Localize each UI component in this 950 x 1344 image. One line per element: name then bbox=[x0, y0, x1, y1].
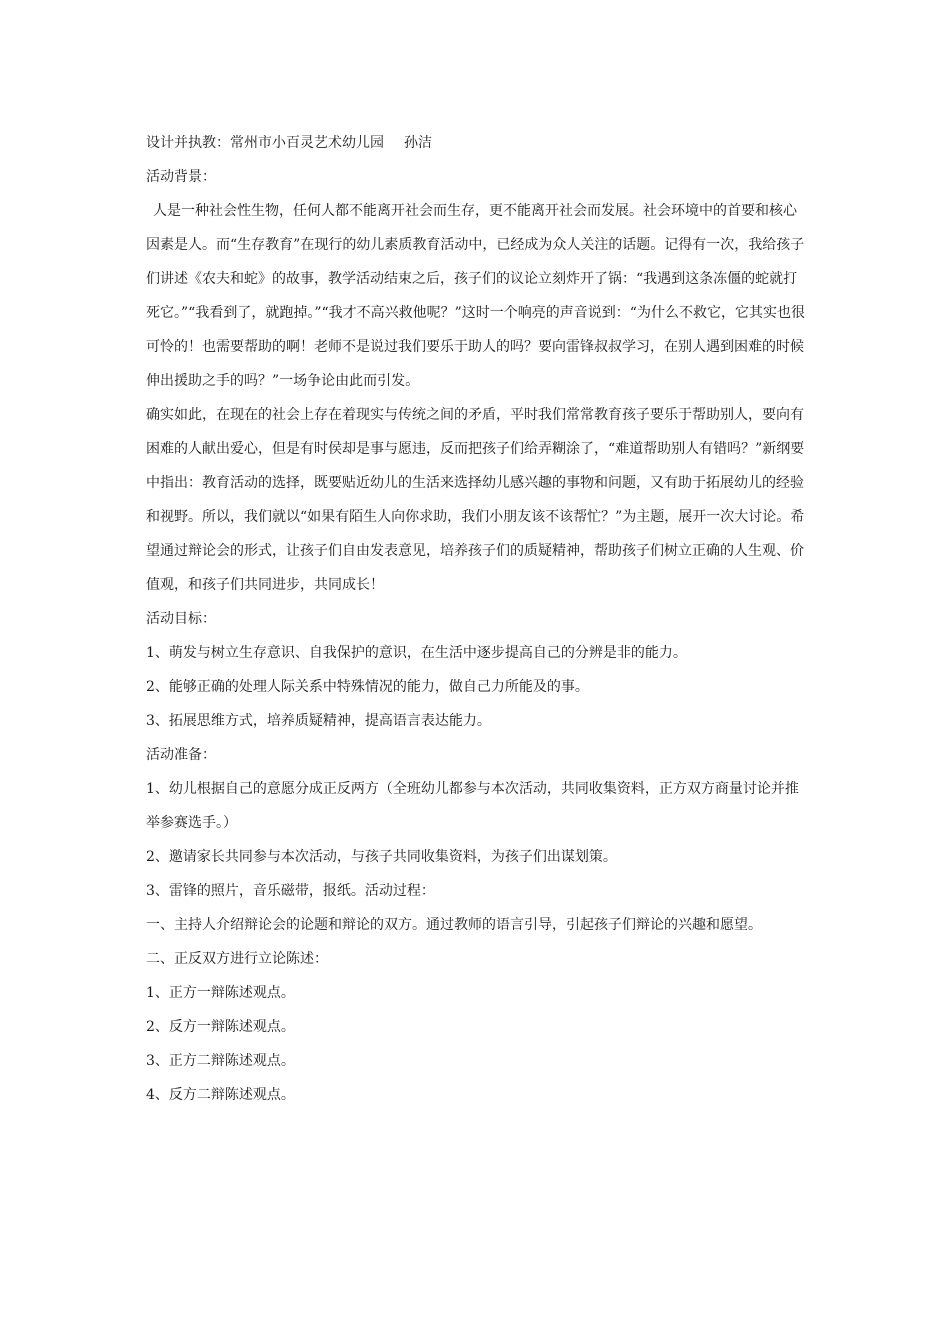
preparation-item-1: 1、幼儿根据自己的意愿分成正反两方（全班幼儿都参与本次活动，共同收集资料，正方双方商量讨论并推举参赛选手。） bbox=[146, 781, 799, 831]
background-heading: 活动背景： bbox=[146, 169, 216, 185]
author-name: 孙洁 bbox=[404, 135, 432, 151]
process-item-5: 3、正方二辩陈述观点。 bbox=[146, 1053, 295, 1069]
process-item-6: 4、反方二辩陈述观点。 bbox=[146, 1087, 295, 1103]
process-item-4: 2、反方一辩陈述观点。 bbox=[146, 1019, 295, 1035]
preparation-heading: 活动准备： bbox=[146, 747, 216, 763]
background-paragraph-1: 人是一种社会性生物，任何人都不能离开社会而生存，更不能离开社会而发展。社会环境中的首要和核心因素是人。而“生存教育”在现行的幼儿素质教育活动中，已经成为众人关注的话题。记得有一次，我给孩子们讲述《农夫和蛇》的故事，教学活动结束之后，孩子们的议论立刻炸开了锅：“我遇到这条冻僵的蛇就打死它。”“我看到了，就跑掉。”“我才不高兴救他呢？”这时一个响亮的声音说到：“为什么不救它，它其实也很可怜的！也需要帮助的啊！老师不是说过我们要乐于助人的吗？要向雷锋叔叔学习，在别人遇到困难的时候伸出援助之手的吗？”一场争论由此而引发。 bbox=[146, 203, 805, 389]
process-item-1: 一、主持人介绍辩论会的论题和辩论的双方。通过教师的语言引导，引起孩子们辩论的兴趣和愿望。 bbox=[146, 917, 762, 933]
author-org: 设计并执教：常州市小百灵艺术幼儿园 bbox=[146, 135, 384, 151]
background-paragraph-2: 确实如此，在现在的社会上存在着现实与传统之间的矛盾，平时我们常常教育孩子要乐于帮助别人，要向有困难的人献出爱心，但是有时侯却是事与愿违，反而把孩子们给弄糊涂了，“难道帮助别人有错吗？”新纲要中指出：教育活动的选择，既要贴近幼儿的生活来选择幼儿感兴趣的事物和问题，又有助于拓展幼儿的经验和视野。所以，我们就以“如果有陌生人向你求助，我们小朋友该不该帮忙？”为主题，展开一次大讨论。希望通过辩论会的形式，让孩子们自由发表意见，培养孩子们的质疑精神，帮助孩子们树立正确的人生观、价值观，和孩子们共同进步，共同成长！ bbox=[146, 407, 805, 593]
goal-item-3: 3、拓展思维方式，培养质疑精神，提高语言表达能力。 bbox=[146, 713, 491, 729]
document-body bbox=[146, 126, 810, 1112]
process-item-2: 二、正反双方进行立论陈述： bbox=[146, 951, 328, 967]
preparation-item-2: 2、邀请家长共同参与本次活动，与孩子共同收集资料，为孩子们出谋划策。 bbox=[146, 849, 617, 865]
goal-item-1: 1、萌发与树立生存意识、自我保护的意识，在生活中逐步提高自己的分辨是非的能力。 bbox=[146, 645, 687, 661]
goal-item-2: 2、能够正确的处理人际关系中特殊情况的能力，做自己力所能及的事。 bbox=[146, 679, 589, 695]
author-line bbox=[146, 126, 810, 160]
process-item-3: 1、正方一辩陈述观点。 bbox=[146, 985, 295, 1001]
goals-heading: 活动目标： bbox=[146, 611, 216, 627]
preparation-item-3: 3、雷锋的照片，音乐磁带，报纸。活动过程： bbox=[146, 883, 435, 899]
